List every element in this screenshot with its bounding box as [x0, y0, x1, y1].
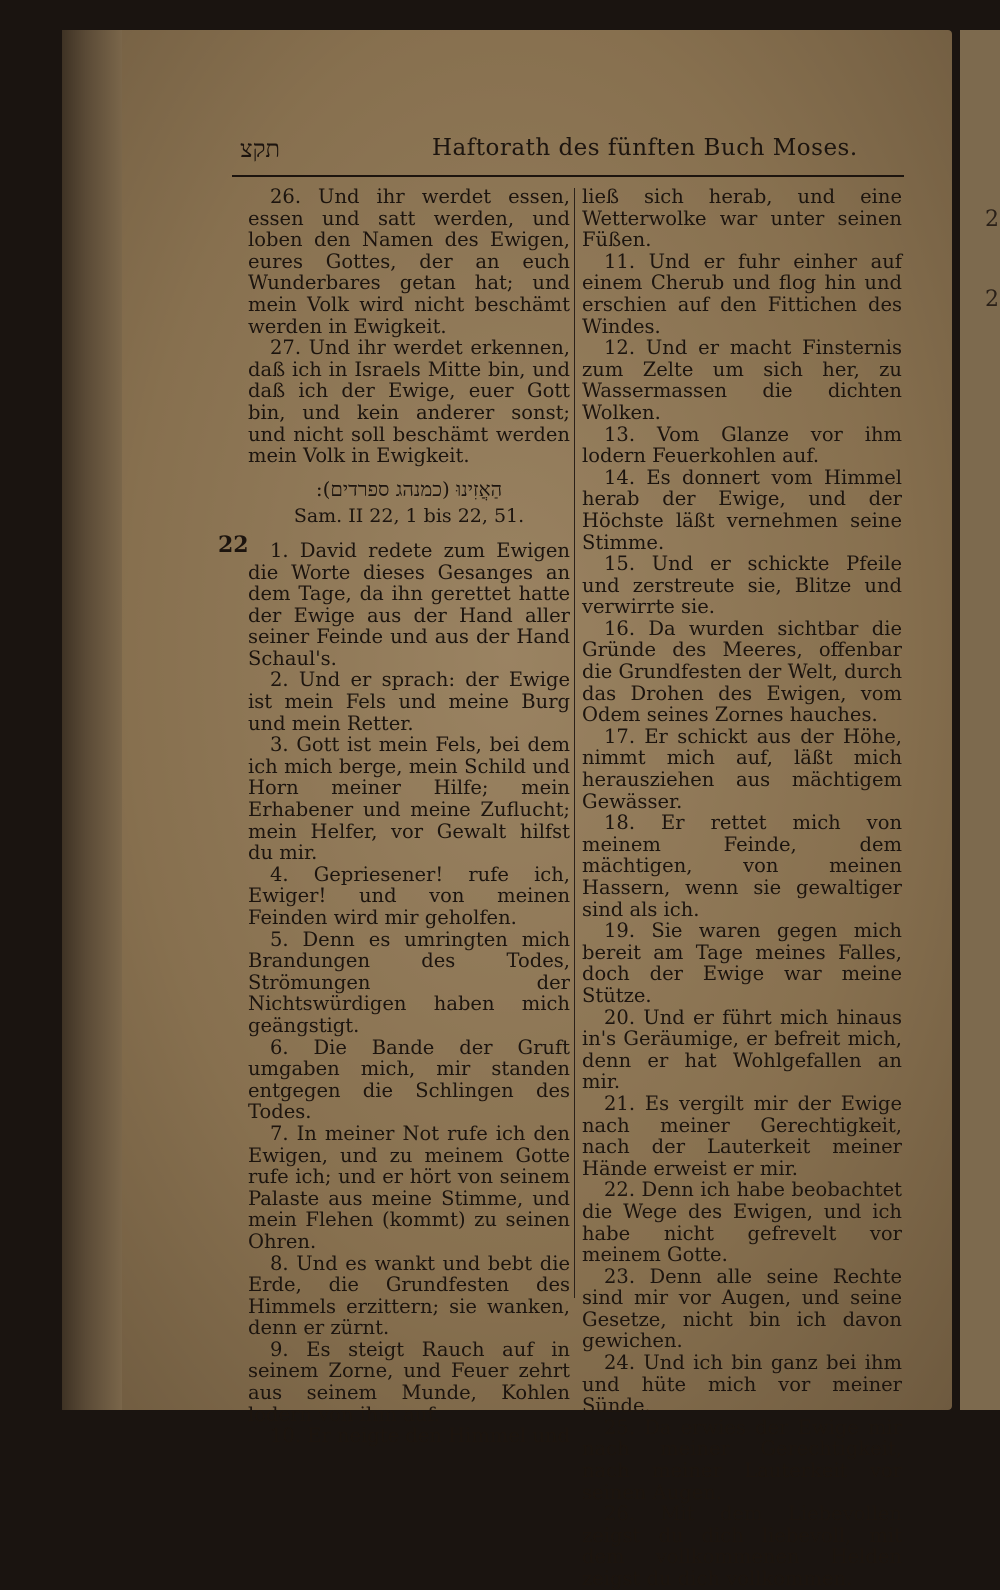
verse: 20. Und er führt mich hinaus in's Geräumige, er befreit mich, denn er hat Wohlgefallen an mir.: [582, 1005, 902, 1094]
verse: 14. Es donnert vom Himmel herab der Ewige, und der Höchste läßt vernehmen seine Stimme.: [582, 465, 902, 554]
scripture-reference: Sam. II 22, 1 bis 22, 51.: [293, 505, 525, 528]
verse: 4. Gepriesener! rufe ich, Ewiger! und von meinen Feinden wird mir geholfen.: [248, 862, 570, 929]
verse: 6. Die Bande der Gruft umgaben mich, mir standen entgegen die Schlingen des Todes.: [248, 1035, 570, 1124]
verse: 27. Und ihr werdet erkennen, daß ich in Israels Mitte bin, und daß ich der Ewige, euer Gott bin, und kein anderer sonst; und nicht soll beschämt werden mein Volk in Ewigkeit.: [248, 336, 570, 468]
verse: 24. Und ich bin ganz bei ihm und hüte mich vor meiner Sünde.: [582, 1351, 902, 1418]
verse: 7. In meiner Not rufe ich den Ewigen, und zu meinem Gotte rufe ich; und er hört von seinem Palaste aus meine Stimme, und mein Flehen (kommt) zu seinen Ohren.: [248, 1121, 570, 1253]
verse: 26. Und ihr werdet essen, essen und satt werden, und loben den Namen des Ewigen, eures Gottes, der an euch Wunderbares getan hat; und mein Volk wird nicht beschämt werden in Ewigkeit.: [248, 185, 570, 338]
left-column: [248, 186, 570, 1447]
verse: 25. Da erwies der Ewige mir nach meiner Gerechtigkeit, nach meiner Lauterkeit vor seinen Augen.: [582, 1415, 902, 1504]
verse: 17. Er schickt aus der Höhe, nimmt mich auf, läßt mich herausziehen aus mächtigem Gewässer.: [582, 724, 902, 813]
running-header: [232, 135, 902, 165]
verse: 2. Und er sprach: der Ewige ist mein Fels und meine Burg und mein Retter.: [248, 668, 570, 735]
verse: 26. Mit dem Liebevollen zeigst du dich liebevoll, mit dem vollkommenen Helden zeigst du dich vollkommen.: [582, 1502, 902, 1590]
verse: 5. Denn es umringten mich Brandungen des Todes, Strömungen der Nichtswürdigen haben mich geängstigt.: [248, 927, 570, 1037]
verse: 1. David redete zum Ewigen die Worte dieses Gesanges an dem Tage, da ihn gerettet hatte der Ewige aus der Hand aller seiner Feinde und aus der Hand Schaul's.: [248, 538, 570, 670]
page-edge-stack: [62, 30, 122, 1410]
chapter-number: 22: [218, 532, 249, 558]
verse: 3. Gott ist mein Fels, bei dem ich mich berge, mein Schild und Horn meiner Hilfe; mein Erhabener und meine Zuflucht; mein Helfer, vor Gewalt hilfst du mir.: [248, 733, 570, 865]
verse: 12. Und er macht Finsternis zum Zelte um sich her, zu Wassermassen die dichten Wolken.: [582, 336, 902, 424]
verse: 23. Denn alle seine Rechte sind mir vor Augen, und seine Gesetze, nicht bin ich davon gewichen.: [582, 1264, 902, 1353]
verse: 11. Und er fuhr einher auf einem Cherub und flog hin und erschien auf den Fittichen des Windes.: [582, 249, 902, 338]
verse: 13. Vom Glanze vor ihm lodern Feuerkohlen auf.: [582, 422, 902, 468]
verse: 22. Denn ich habe beobachtet die Wege des Ewigen, und ich habe nicht gefrevelt vor meinem Gotte.: [582, 1178, 902, 1267]
column-divider: [574, 188, 575, 1298]
verse: 8. Und es wankt und bebt die Erde, die Grundfesten des Himmels erzittern; sie wanken, denn er zürnt.: [248, 1251, 570, 1340]
right-page-margin-numbers: [985, 180, 999, 340]
right-column: [582, 186, 902, 1590]
verse-continuation: ließ sich herab, und eine Wetterwolke war unter seinen Füßen.: [582, 185, 902, 252]
verse: 18. Er rettet mich von meinem Feinde, dem mächtigen, von meinen Hassern, wenn sie gewaltiger sind als ich.: [582, 811, 902, 921]
verse: 19. Sie waren gegen mich bereit am Tage meines Falles, doch der Ewige war meine Stütze.: [582, 919, 902, 1007]
verse: 10. Er neigte den Himmel und: [270, 1424, 570, 1448]
page-title: Haftorath des fünften Buch Moses.: [432, 135, 858, 161]
verse: 15. Und er schickte Pfeile und zerstreute sie, Blitze und verwirrte sie.: [582, 552, 902, 619]
right-margin-number: 2: [985, 207, 999, 232]
verse: 9. Es steigt Rauch auf in seinem Zorne, und Feuer zehrt aus seinem Munde, Kohlen lodern von ihm auf.: [248, 1337, 570, 1426]
verse: 16. Da wurden sichtbar die Gründe des Meeres, offenbar die Grundfesten der Welt, durch das Drohen des Ewigen, vom Odem seines Zornes hauches.: [582, 616, 902, 727]
folio-hebrew: תקצ: [240, 135, 281, 163]
header-rule: [232, 175, 904, 177]
verse: 21. Es vergilt mir der Ewige nach meiner Gerechtigkeit, nach der Lauterkeit meiner Hände erweist er mir.: [582, 1091, 902, 1180]
right-margin-number: 2: [985, 287, 999, 312]
hebrew-heading: הַאֲזִינוּ (כמנהג ספרדים):: [315, 476, 503, 501]
